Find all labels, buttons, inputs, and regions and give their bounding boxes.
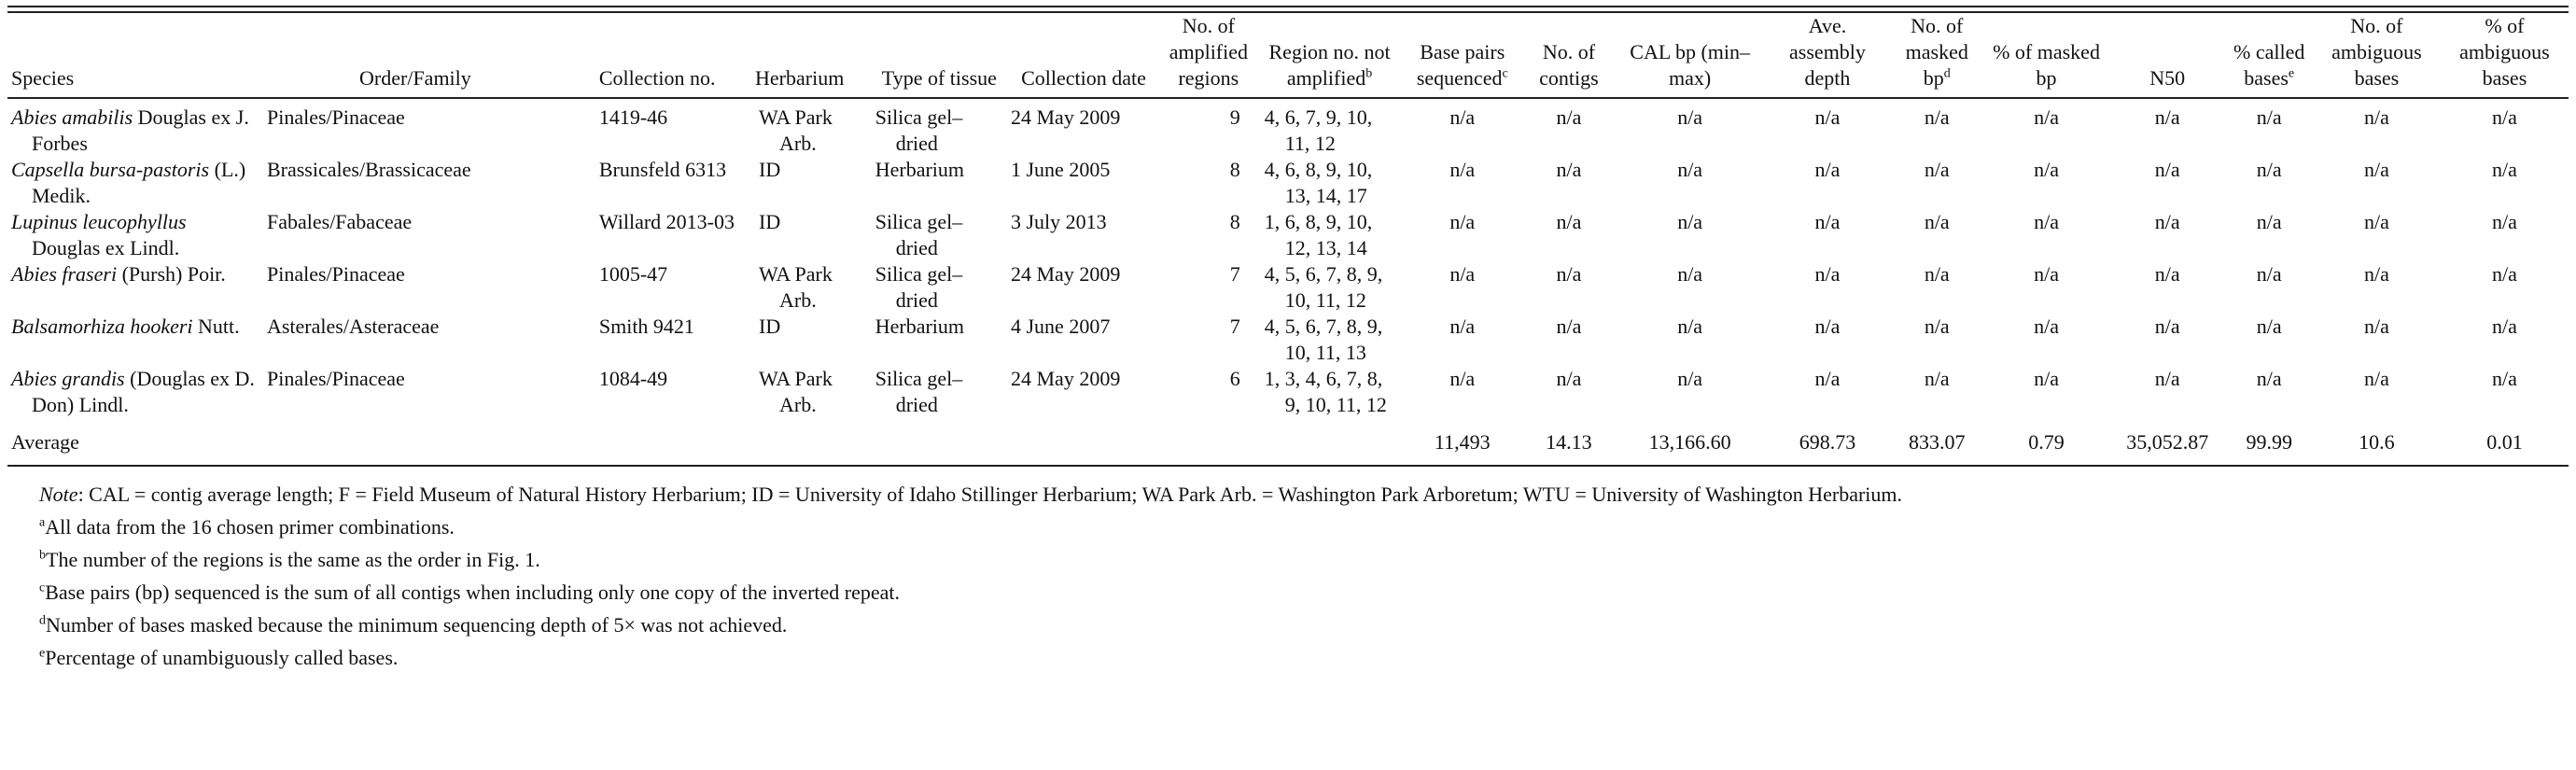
column-header: [1160, 13, 1257, 98]
cell-tissue: Herbarium: [875, 158, 965, 181]
cell-herbarium: WA Park Arb.: [759, 367, 833, 416]
species-author: (Pursh) Poir.: [117, 262, 226, 286]
cell-herbarium: ID: [759, 315, 781, 338]
empty-cell: [872, 418, 1007, 465]
footnote: [39, 511, 2569, 543]
cell-collection: 1084-49: [598, 367, 668, 390]
cell-cal: n/a: [1677, 158, 1703, 181]
empty-cell: [1007, 418, 1160, 465]
cell-bp: n/a: [1449, 105, 1476, 129]
column-header: [1890, 13, 1983, 98]
column-header-label: Collection no.: [598, 66, 716, 90]
average-ambiguous: 10.6: [2359, 430, 2395, 454]
column-header: [1257, 13, 1403, 98]
footnote-text: : CAL = contig average length; F = Field Museum of Natural History Herbarium; ID = University of Idaho Stillinger Herbarium; WA Park Arb. = Washington Park Arboretum; WTU = University of Washington Herbarium.: [77, 483, 1903, 506]
species-cell: [7, 209, 263, 261]
species-name: Abies grandis: [11, 367, 125, 390]
cell-pct-ambiguous: n/a: [2492, 105, 2517, 129]
cell-amplified: 9: [1229, 105, 1240, 129]
top-rule: [7, 6, 2569, 13]
average-pct-masked: 0.79: [2028, 430, 2065, 454]
cell-pct-called: n/a: [2256, 158, 2282, 181]
cell-tissue: Silica gel–dried: [875, 367, 963, 416]
cell-contigs: n/a: [1556, 158, 1582, 181]
column-header: [567, 13, 751, 98]
cell-not-amplified: 4, 5, 6, 7, 8, 9, 10, 11, 12: [1264, 262, 1383, 312]
cell-not-amplified: 4, 6, 8, 9, 10, 13, 14, 17: [1264, 158, 1373, 207]
table-row: [7, 157, 2569, 209]
cell-date: 24 May 2009: [1011, 105, 1121, 129]
column-header-label: CAL bp (min–max): [1630, 40, 1750, 90]
column-header: [263, 13, 567, 98]
cell-bp: n/a: [1449, 367, 1476, 390]
cell-n50: n/a: [2154, 210, 2180, 233]
cell-tissue: Silica gel–dried: [875, 105, 963, 155]
column-header: [2226, 13, 2313, 98]
cell-contigs: n/a: [1556, 105, 1582, 129]
species-cell: [7, 261, 263, 314]
cell-not-amplified: 4, 6, 7, 9, 10, 11, 12: [1264, 105, 1373, 155]
footnote-marker: d: [39, 613, 46, 628]
footnote-marker: e: [2288, 66, 2295, 81]
cell-date: 3 July 2013: [1011, 210, 1107, 233]
column-header-label: Base pairs sequenced: [1416, 40, 1505, 90]
average-pct-called: 99.99: [2246, 430, 2292, 454]
cell-n50: n/a: [2154, 262, 2180, 286]
column-header-label: % of masked bp: [1993, 40, 2100, 90]
cell-contigs: n/a: [1556, 315, 1582, 338]
cell-order: Asterales/Asteraceae: [266, 315, 440, 338]
cell-pct-called: n/a: [2256, 367, 2282, 390]
cell-depth: n/a: [1814, 367, 1841, 390]
table-notes: [7, 465, 2569, 674]
column-header-label: Order/Family: [359, 66, 471, 90]
column-header: [1402, 13, 1522, 98]
empty-cell: [567, 418, 751, 465]
cell-amplified: 8: [1229, 210, 1240, 233]
species-name: Abies amabilis: [11, 105, 133, 129]
cell-tissue: Silica gel–dried: [875, 262, 963, 312]
cell-pct-masked: n/a: [2034, 367, 2059, 390]
footnote-marker: b: [39, 548, 46, 563]
cell-not-amplified: 4, 5, 6, 7, 8, 9, 10, 11, 13: [1264, 315, 1383, 364]
species-author: (Douglas ex D. Don) Lindl.: [32, 367, 255, 416]
cell-pct-called: n/a: [2256, 105, 2282, 129]
footnote: [39, 576, 2569, 609]
cell-bp: n/a: [1449, 210, 1476, 233]
footnote-marker: c: [39, 581, 46, 595]
cell-collection: Willard 2013-03: [598, 210, 735, 233]
species-author: (L.) Medik.: [32, 158, 246, 207]
species-name: Abies fraseri: [11, 262, 118, 286]
cell-date: 24 May 2009: [1011, 367, 1121, 390]
cell-collection: Smith 9421: [598, 315, 694, 338]
cell-not-amplified: 1, 3, 4, 6, 7, 8, 9, 10, 11, 12: [1264, 367, 1387, 416]
species-name: Lupinus leucophyllus: [11, 210, 187, 233]
cell-masked: n/a: [1924, 158, 1950, 181]
cell-n50: n/a: [2154, 315, 2180, 338]
average-depth: 698.73: [1799, 430, 1856, 454]
cell-date: 4 June 2007: [1011, 315, 1111, 338]
table-row: [7, 209, 2569, 261]
cell-amplified: 7: [1229, 262, 1240, 286]
cell-bp: n/a: [1449, 158, 1476, 181]
species-cell: [7, 98, 263, 157]
empty-cell: [1160, 418, 1257, 465]
footnote-marker: e: [39, 646, 46, 661]
cell-amplified: 6: [1229, 367, 1240, 390]
cell-ambiguous: n/a: [2363, 210, 2389, 233]
cell-herbarium: WA Park Arb.: [759, 105, 833, 155]
species-cell: [7, 157, 263, 209]
column-header: [751, 13, 872, 98]
cell-tissue: Herbarium: [875, 315, 965, 338]
column-header: [1522, 13, 1616, 98]
footnote-text: Base pairs (bp) sequenced is the sum of all contigs when including only one copy of the inverted repeat.: [45, 581, 901, 604]
empty-cell: [751, 418, 872, 465]
footnote-marker: a: [39, 515, 46, 530]
column-header: [7, 13, 263, 98]
cell-ambiguous: n/a: [2363, 367, 2389, 390]
cell-ambiguous: n/a: [2363, 105, 2389, 129]
table-container: [7, 6, 2569, 674]
cell-collection: 1005-47: [598, 262, 668, 286]
column-header: [2313, 13, 2441, 98]
column-header-label: No. of ambiguous bases: [2331, 14, 2422, 90]
average-bp: 11,493: [1434, 430, 1491, 454]
footnote-text: Percentage of unambiguously called bases.: [45, 646, 399, 669]
cell-collection: 1419-46: [598, 105, 668, 129]
column-header-label: N50: [2149, 66, 2186, 90]
column-header-label: Type of tissue: [881, 66, 997, 90]
table-row: [7, 261, 2569, 314]
column-header-label: Collection date: [1021, 66, 1146, 90]
average-cal: 13,166.60: [1648, 430, 1731, 454]
cell-pct-ambiguous: n/a: [2492, 315, 2517, 338]
cell-depth: n/a: [1814, 262, 1841, 286]
cell-pct-ambiguous: n/a: [2492, 367, 2517, 390]
average-row: [7, 418, 2569, 465]
footnote-marker: c: [1502, 66, 1508, 81]
species-author: Nutt.: [192, 315, 240, 338]
cell-pct-masked: n/a: [2034, 315, 2059, 338]
cell-contigs: n/a: [1556, 210, 1582, 233]
table-row: [7, 314, 2569, 366]
empty-cell: [263, 418, 567, 465]
species-cell: [7, 314, 263, 366]
cell-not-amplified: 1, 6, 8, 9, 10, 12, 13, 14: [1264, 210, 1373, 259]
cell-cal: n/a: [1677, 210, 1703, 233]
footnote: [39, 478, 2569, 511]
cell-pct-masked: n/a: [2034, 210, 2059, 233]
cell-amplified: 8: [1229, 158, 1240, 181]
table-body: [7, 98, 2569, 465]
empty-cell: [1257, 418, 1403, 465]
cell-tissue: Silica gel–dried: [875, 210, 963, 259]
column-header-label: % called bases: [2233, 40, 2305, 90]
column-header: [1616, 13, 1765, 98]
cell-amplified: 7: [1229, 315, 1240, 338]
cell-masked: n/a: [1924, 210, 1950, 233]
footnote-text: The number of the regions is the same as the order in Fig. 1.: [46, 548, 540, 571]
cell-pct-called: n/a: [2256, 210, 2282, 233]
cell-order: Pinales/Pinaceae: [266, 262, 405, 286]
footnote: [39, 609, 2569, 641]
cell-order: Pinales/Pinaceae: [266, 105, 405, 129]
column-header: [1983, 13, 2109, 98]
column-header: [2109, 13, 2226, 98]
cell-ambiguous: n/a: [2363, 158, 2389, 181]
species-author: Douglas ex J. Forbes: [32, 105, 249, 155]
cell-cal: n/a: [1677, 105, 1703, 129]
cell-herbarium: ID: [759, 210, 781, 233]
cell-pct-masked: n/a: [2034, 105, 2059, 129]
cell-depth: n/a: [1814, 105, 1841, 129]
column-header: [2441, 13, 2569, 98]
table-row: [7, 366, 2569, 418]
cell-ambiguous: n/a: [2363, 315, 2389, 338]
cell-n50: n/a: [2154, 367, 2180, 390]
table-row: [7, 98, 2569, 157]
cell-order: Brassicales/Brassicaceae: [266, 158, 471, 181]
cell-depth: n/a: [1814, 210, 1841, 233]
cell-masked: n/a: [1924, 262, 1950, 286]
cell-pct-masked: n/a: [2034, 262, 2059, 286]
cell-masked: n/a: [1924, 105, 1950, 129]
footnote-text: Number of bases masked because the minimum sequencing depth of 5× was not achieved.: [46, 613, 788, 637]
footnote: [39, 543, 2569, 576]
column-header: [1765, 13, 1891, 98]
species-author: Douglas ex Lindl.: [32, 236, 180, 259]
cell-pct-called: n/a: [2256, 262, 2282, 286]
cell-masked: n/a: [1924, 367, 1950, 390]
data-table: [7, 13, 2569, 465]
cell-contigs: n/a: [1556, 367, 1582, 390]
cell-date: 24 May 2009: [1011, 262, 1121, 286]
cell-depth: n/a: [1814, 315, 1841, 338]
cell-depth: n/a: [1814, 158, 1841, 181]
header-row: [7, 13, 2569, 98]
cell-pct-ambiguous: n/a: [2492, 262, 2517, 286]
footnote: [39, 641, 2569, 674]
cell-herbarium: WA Park Arb.: [759, 262, 833, 312]
cell-order: Fabales/Fabaceae: [266, 210, 413, 233]
column-header: [1007, 13, 1160, 98]
footnote-marker: d: [1943, 66, 1951, 81]
cell-n50: n/a: [2154, 105, 2180, 129]
cell-pct-ambiguous: n/a: [2492, 158, 2517, 181]
average-masked: 833.07: [1909, 430, 1966, 454]
cell-collection: Brunsfeld 6313: [598, 158, 727, 181]
column-header-label: Region no. not amplified: [1268, 40, 1391, 90]
cell-date: 1 June 2005: [1011, 158, 1111, 181]
cell-n50: n/a: [2154, 158, 2180, 181]
cell-cal: n/a: [1677, 262, 1703, 286]
cell-pct-ambiguous: n/a: [2492, 210, 2517, 233]
table-header: [7, 13, 2569, 98]
species-cell: [7, 366, 263, 418]
cell-cal: n/a: [1677, 315, 1703, 338]
column-header-label: No. of amplified regions: [1169, 14, 1249, 90]
cell-pct-called: n/a: [2256, 315, 2282, 338]
average-pct-ambiguous: 0.01: [2486, 430, 2523, 454]
footnote-text: All data from the 16 chosen primer combinations.: [45, 515, 455, 539]
cell-order: Pinales/Pinaceae: [266, 367, 405, 390]
column-header-label: Herbarium: [755, 66, 845, 90]
footnote-lead: Note: [39, 483, 78, 506]
species-name: Capsella bursa-pastoris: [11, 158, 210, 181]
column-header-label: Ave. assembly depth: [1789, 14, 1866, 90]
cell-cal: n/a: [1677, 367, 1703, 390]
cell-bp: n/a: [1449, 315, 1476, 338]
footnote-marker: b: [1365, 66, 1373, 81]
column-header-label: % of ambiguous bases: [2459, 14, 2550, 90]
cell-ambiguous: n/a: [2363, 262, 2389, 286]
cell-pct-masked: n/a: [2034, 158, 2059, 181]
column-header-label: Species: [11, 66, 75, 90]
column-header-label: No. of masked bp: [1905, 14, 1968, 90]
average-label: Average: [11, 430, 79, 454]
column-header: [872, 13, 1007, 98]
average-contigs: 14.13: [1546, 430, 1592, 454]
cell-herbarium: ID: [759, 158, 781, 181]
cell-masked: n/a: [1924, 315, 1950, 338]
species-name: Balsamorhiza hookeri: [11, 315, 193, 338]
column-header-label: No. of contigs: [1539, 40, 1599, 90]
average-n50: 35,052.87: [2126, 430, 2209, 454]
cell-bp: n/a: [1449, 262, 1476, 286]
cell-contigs: n/a: [1556, 262, 1582, 286]
